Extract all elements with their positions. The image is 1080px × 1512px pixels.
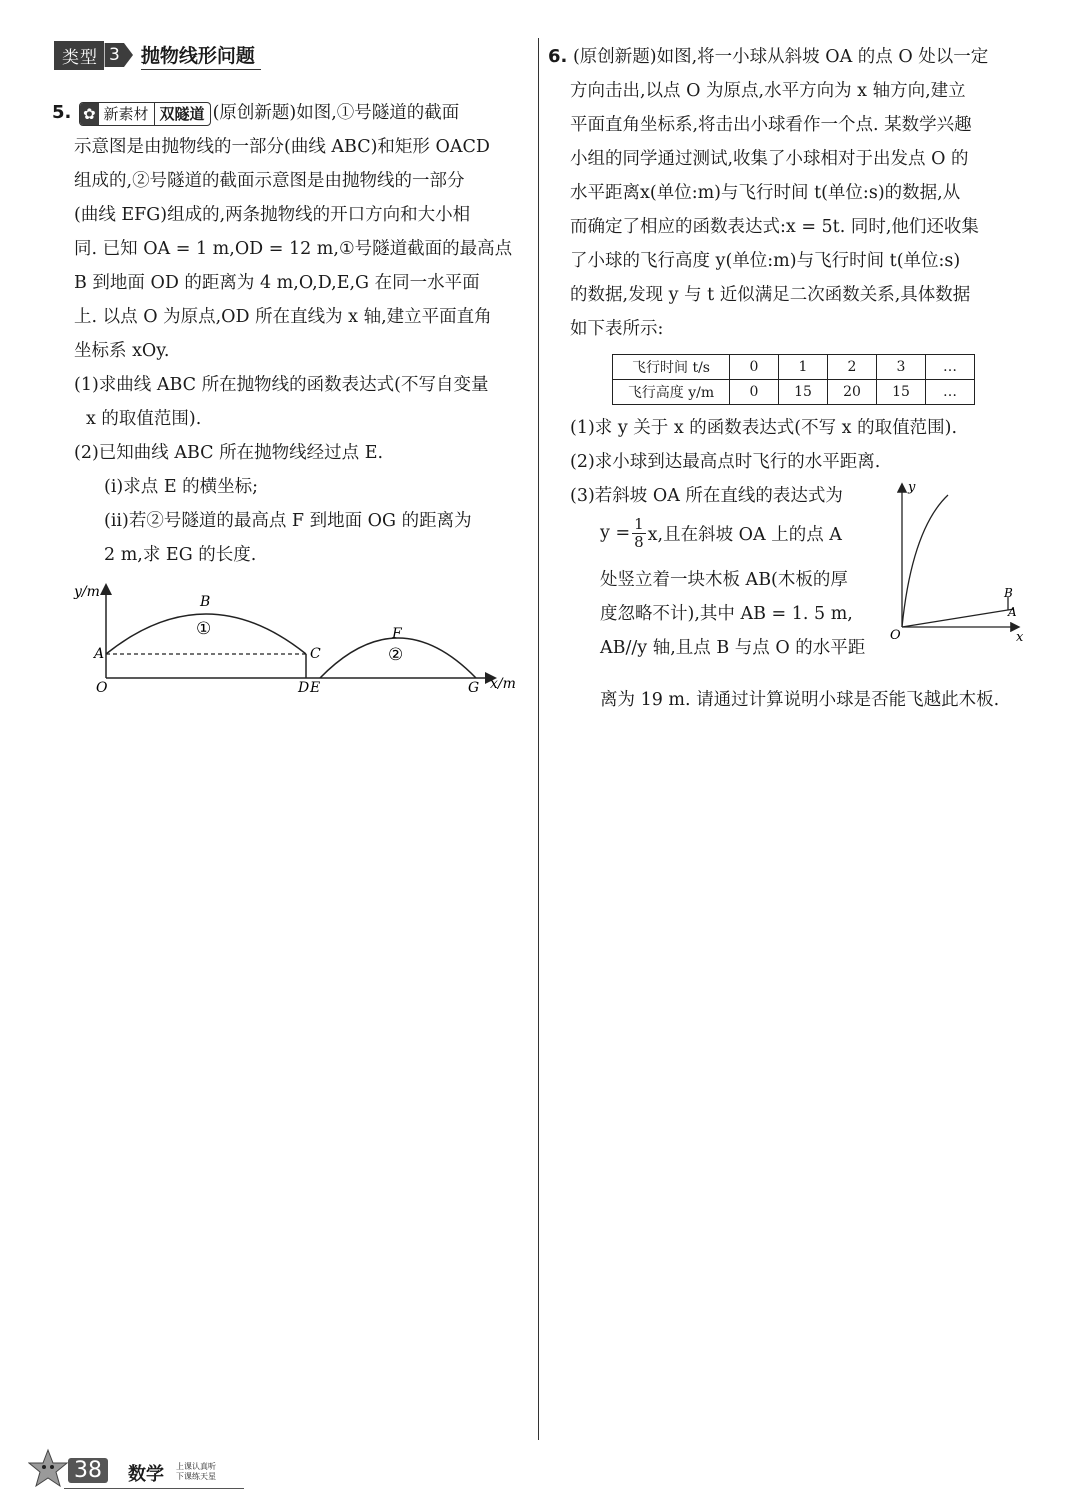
q5-text: 组成的,②号隧道的截面示意图是由抛物线的一部分 bbox=[74, 171, 465, 191]
table-row bbox=[613, 380, 975, 405]
q6-text: (原创新题)如图,将一小球从斜坡 OA 的点 O 处以一定 bbox=[572, 47, 989, 67]
table-cell: 2 bbox=[828, 355, 877, 380]
q6-part-3 bbox=[548, 479, 1030, 683]
q6-slope-figure bbox=[890, 479, 1030, 649]
label-d: D bbox=[298, 680, 310, 696]
q5-text: 上. 以点 O 为原点,OD 所在直线为 x 轴,建立平面直角 bbox=[74, 307, 492, 327]
page-number: 38 bbox=[68, 1458, 108, 1483]
section-number: 3 bbox=[104, 43, 124, 67]
q5-text: (原创新题)如图,①号隧道的截面 bbox=[212, 103, 460, 123]
fraction-numerator: 1 bbox=[634, 514, 644, 533]
table-cell: 飞行高度 y/m bbox=[613, 380, 730, 405]
q6-part-3-text: (3)若斜坡 OA 所在直线的表达式为 bbox=[570, 486, 843, 506]
tunnel-1-mark: ① bbox=[196, 619, 212, 639]
label-g: G bbox=[468, 680, 480, 696]
q6-text: 方向击出,以点 O 为原点,水平方向为 x 轴方向,建立 bbox=[570, 81, 966, 101]
label-a: A bbox=[94, 646, 105, 662]
subject-label: 数学 bbox=[128, 1464, 164, 1485]
fig5-xlabel: x/m bbox=[490, 676, 516, 692]
slogan bbox=[176, 1462, 216, 1482]
q5-text: (曲线 EFG)组成的,两条抛物线的开口方向和大小相 bbox=[74, 205, 471, 225]
left-column bbox=[52, 40, 530, 698]
q6-slope-formula bbox=[600, 513, 842, 553]
column-divider bbox=[538, 38, 539, 1440]
slope-oa bbox=[902, 609, 1014, 627]
q5-part-2-ii: (ii)若②号隧道的最高点 F 到地面 OG 的距离为 bbox=[104, 511, 472, 531]
q6-part-3-text: x,且在斜坡 OA 上的点 A bbox=[647, 524, 842, 545]
q5-part-2-i: (i)求点 E 的横坐标; bbox=[104, 477, 259, 497]
q6-line-1 bbox=[548, 40, 1030, 74]
formula-y: y = bbox=[600, 523, 631, 543]
fig6-xlabel: x bbox=[1016, 630, 1024, 645]
badge-label-new: 新素材 bbox=[99, 102, 155, 126]
q6-part-3-text: 度忽略不计),其中 AB = 1. 5 m, bbox=[600, 604, 853, 624]
question-6 bbox=[548, 40, 1030, 717]
label-b: B bbox=[200, 594, 211, 610]
q5-text: 坐标系 xOy. bbox=[74, 341, 170, 361]
q6-part-1: (1)求 y 关于 x 的函数表达式(不写 x 的取值范围). bbox=[570, 418, 958, 438]
table-row bbox=[613, 355, 975, 380]
fraction-denominator: 8 bbox=[634, 532, 644, 551]
page-footer bbox=[28, 1448, 248, 1498]
table-cell: 15 bbox=[779, 380, 828, 405]
label-e: E bbox=[310, 680, 321, 696]
section-header bbox=[54, 40, 530, 70]
fig6-label-b: B bbox=[1004, 586, 1013, 600]
slogan-line-2: 下课练天星 bbox=[176, 1472, 216, 1481]
q6-text: 而确定了相应的函数表达式:x = 5t. 同时,他们还收集 bbox=[570, 217, 979, 237]
q6-part-2: (2)求小球到达最高点时飞行的水平距离. bbox=[570, 452, 881, 472]
q6-data-table bbox=[612, 354, 975, 405]
table-cell: 1 bbox=[779, 355, 828, 380]
section-arrow-icon bbox=[124, 43, 133, 67]
badge-label-topic: 双隧道 bbox=[159, 104, 205, 123]
section-title: 抛物线形问题 bbox=[141, 41, 261, 70]
q6-text: 的数据,发现 y 与 t 近似满足二次函数关系,具体数据 bbox=[570, 285, 971, 305]
q6-text: 了小球的飞行高度 y(单位:m)与飞行时间 t(单位:s) bbox=[570, 251, 961, 271]
q6-number: 6. bbox=[548, 46, 568, 67]
fig6-origin: O bbox=[890, 628, 901, 643]
right-column bbox=[548, 40, 1030, 717]
fig6-label-a: A bbox=[1008, 605, 1017, 619]
q6-part-3-text: 离为 19 m. 请通过计算说明小球是否能飞越此木板. bbox=[600, 690, 1000, 710]
table-cell: 20 bbox=[828, 380, 877, 405]
section-tag: 类型 bbox=[54, 41, 104, 70]
q6-text: 小组的同学通过测试,收集了小球相对于出发点 O 的 bbox=[570, 149, 969, 169]
q5-line-1 bbox=[52, 96, 530, 130]
q5-text: B 到地面 OD 的距离为 4 m,O,D,E,G 在同一水平面 bbox=[74, 273, 480, 293]
q5-number: 5. bbox=[52, 102, 72, 123]
q6-text: 如下表所示: bbox=[570, 319, 664, 339]
table-cell: 15 bbox=[877, 380, 926, 405]
question-5 bbox=[52, 96, 530, 698]
star-icon: ✿ bbox=[80, 103, 99, 125]
q6-part-3-text: 处竖立着一块木板 AB(木板的厚 bbox=[600, 570, 848, 590]
table-cell: 0 bbox=[730, 355, 779, 380]
q5-badge bbox=[79, 102, 211, 126]
q5-part-2-ii-cont: 2 m,求 EG 的长度. bbox=[104, 545, 257, 565]
q6-part-3-text: AB//y 轴,且点 B 与点 O 的水平距 bbox=[600, 638, 866, 658]
q6-text: 平面直角坐标系,将击出小球看作一个点. 某数学兴趣 bbox=[570, 115, 972, 135]
q6-text: 水平距离x(单位:m)与飞行时间 t(单位:s)的数据,从 bbox=[570, 183, 961, 203]
mascot-star-icon bbox=[28, 1448, 68, 1492]
fraction bbox=[632, 516, 646, 551]
table-cell: 飞行时间 t/s bbox=[613, 355, 730, 380]
q5-text: 同. 已知 OA = 1 m,OD = 12 m,①号隧道截面的最高点 bbox=[74, 239, 513, 259]
table-cell: … bbox=[926, 380, 975, 405]
label-f: F bbox=[392, 626, 402, 642]
q5-part-1: (1)求曲线 ABC 所在抛物线的函数表达式(不写自变量 bbox=[74, 375, 489, 395]
q5-tunnel-figure bbox=[64, 578, 524, 698]
table-cell: 3 bbox=[877, 355, 926, 380]
ball-trajectory bbox=[902, 495, 948, 627]
tunnel-2-mark: ② bbox=[388, 645, 404, 665]
q5-part-2: (2)已知曲线 ABC 所在抛物线经过点 E. bbox=[74, 443, 384, 463]
slogan-line-1: 上课认真听 bbox=[176, 1462, 216, 1471]
q5-text: 示意图是由抛物线的一部分(曲线 ABC)和矩形 OACD bbox=[74, 137, 490, 157]
footer-rule bbox=[64, 1488, 244, 1489]
fig6-ylabel: y bbox=[908, 480, 916, 495]
q5-part-1-cont: x 的取值范围). bbox=[86, 409, 202, 429]
fig5-ylabel: y/m bbox=[74, 584, 100, 600]
label-o: O bbox=[96, 680, 108, 696]
table-cell: … bbox=[926, 355, 975, 380]
table-cell: 0 bbox=[730, 380, 779, 405]
label-c: C bbox=[310, 646, 321, 662]
